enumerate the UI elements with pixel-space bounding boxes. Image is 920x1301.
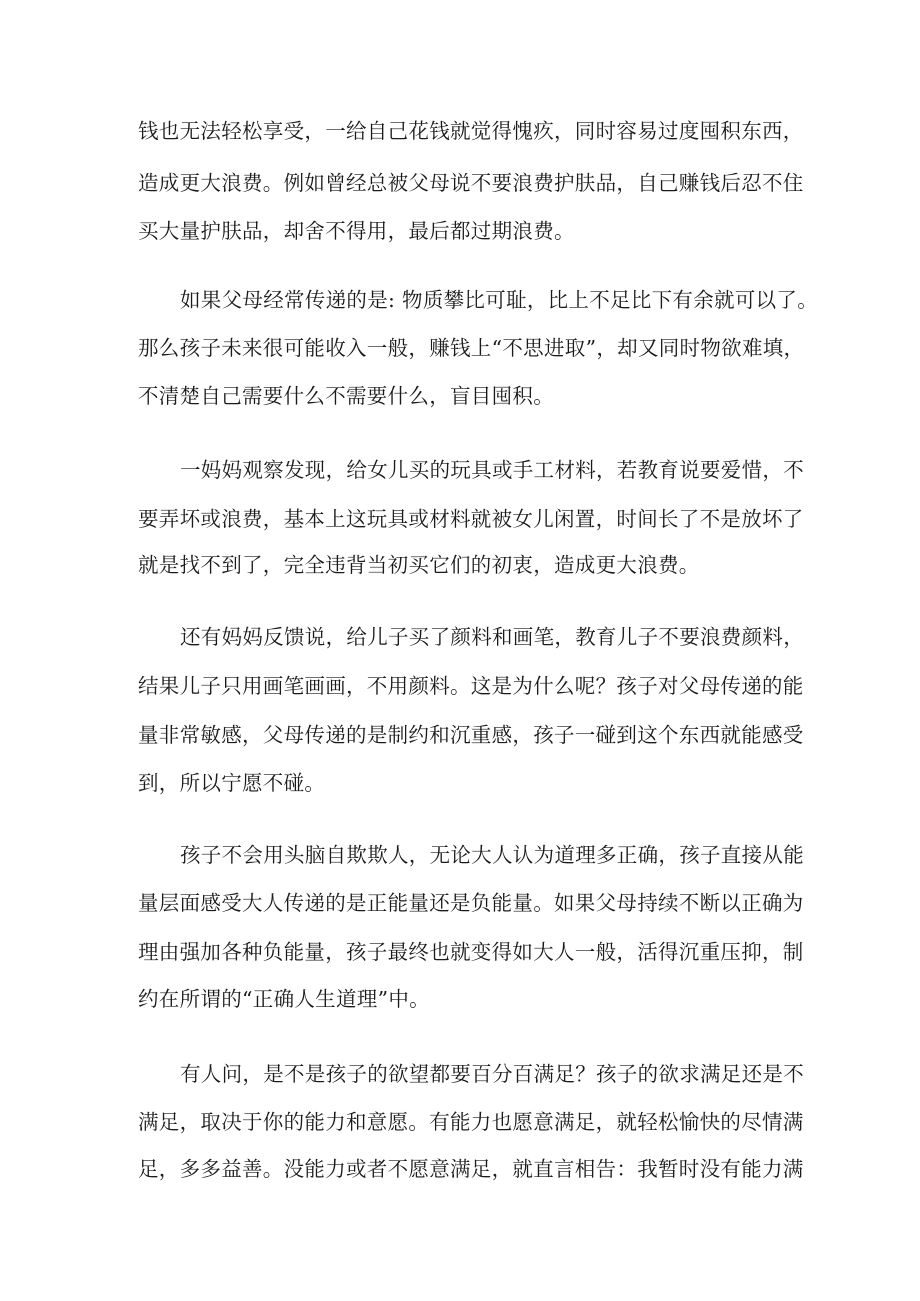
paragraph-1-line-2: 造成更大浪费。例如曾经总被父母说不要浪费护肤品，自己赚钱后忍不住 — [138, 171, 804, 195]
paragraph-1-line-1: 钱也无法轻松享受，一给自己花钱就觉得愧疚，同时容易过度囤积东西， — [138, 119, 804, 143]
paragraph-5-line-2: 量层面感受大人传递的是正能量还是负能量。如果父母持续不断以正确为 — [138, 891, 804, 915]
paragraph-4-line-3: 量非常敏感，父母传递的是制约和沉重感，孩子一碰到这个东西就能感受 — [138, 723, 804, 747]
paragraph-6-line-3: 足，多多益善。没能力或者不愿意满足，就直言相告：我暂时没有能力满 — [138, 1157, 804, 1181]
paragraph-5-line-3: 理由强加各种负能量，孩子最终也就变得如大人一般，活得沉重压抑，制 — [138, 940, 804, 964]
paragraph-3-line-2: 要弄坏或浪费，基本上这玩具或材料就被女儿闲置，时间长了不是放坏了 — [138, 507, 804, 531]
paragraph-2-line-2: 那么孩子未来很可能收入一般，赚钱上“不思进取”，却又同时物欲难填， — [138, 336, 805, 360]
paragraph-2-line-1: 如果父母经常传递的是: 物质攀比可耻，比上不足比下有余就可以了。 — [180, 288, 819, 312]
paragraph-5-line-1: 孩子不会用头脑自欺欺人，无论大人认为道理多正确，孩子直接从能 — [180, 843, 804, 867]
paragraph-6-line-1: 有人问，是不是孩子的欲望都要百分百满足？孩子的欲求满足还是不 — [180, 1062, 804, 1086]
paragraph-4-line-2: 结果儿子只用画笔画画，不用颜料。这是为什么呢？孩子对父母传递的能 — [138, 674, 804, 698]
paragraph-4-line-4: 到，所以宁愿不碰。 — [138, 771, 326, 795]
paragraph-6-line-2: 满足，取决于你的能力和意愿。有能力也愿意满足，就轻松愉快的尽情满 — [138, 1110, 804, 1134]
paragraph-3-line-3: 就是找不到了，完全违背当初买它们的初衷，造成更大浪费。 — [138, 553, 700, 577]
paragraph-2-line-3: 不清楚自己需要什么不需要什么，盲目囤积。 — [138, 384, 554, 408]
paragraph-1-line-3: 买大量护肤品，却舍不得用，最后都过期浪费。 — [138, 219, 575, 243]
paragraph-5-line-4: 约在所谓的“正确人生道理”中。 — [138, 987, 430, 1011]
paragraph-4-line-1: 还有妈妈反馈说，给儿子买了颜料和画笔，教育儿子不要浪费颜料， — [180, 625, 804, 649]
paragraph-3-line-1: 一妈妈观察发现，给女儿买的玩具或手工材料，若教育说要爱惜，不 — [180, 458, 804, 482]
